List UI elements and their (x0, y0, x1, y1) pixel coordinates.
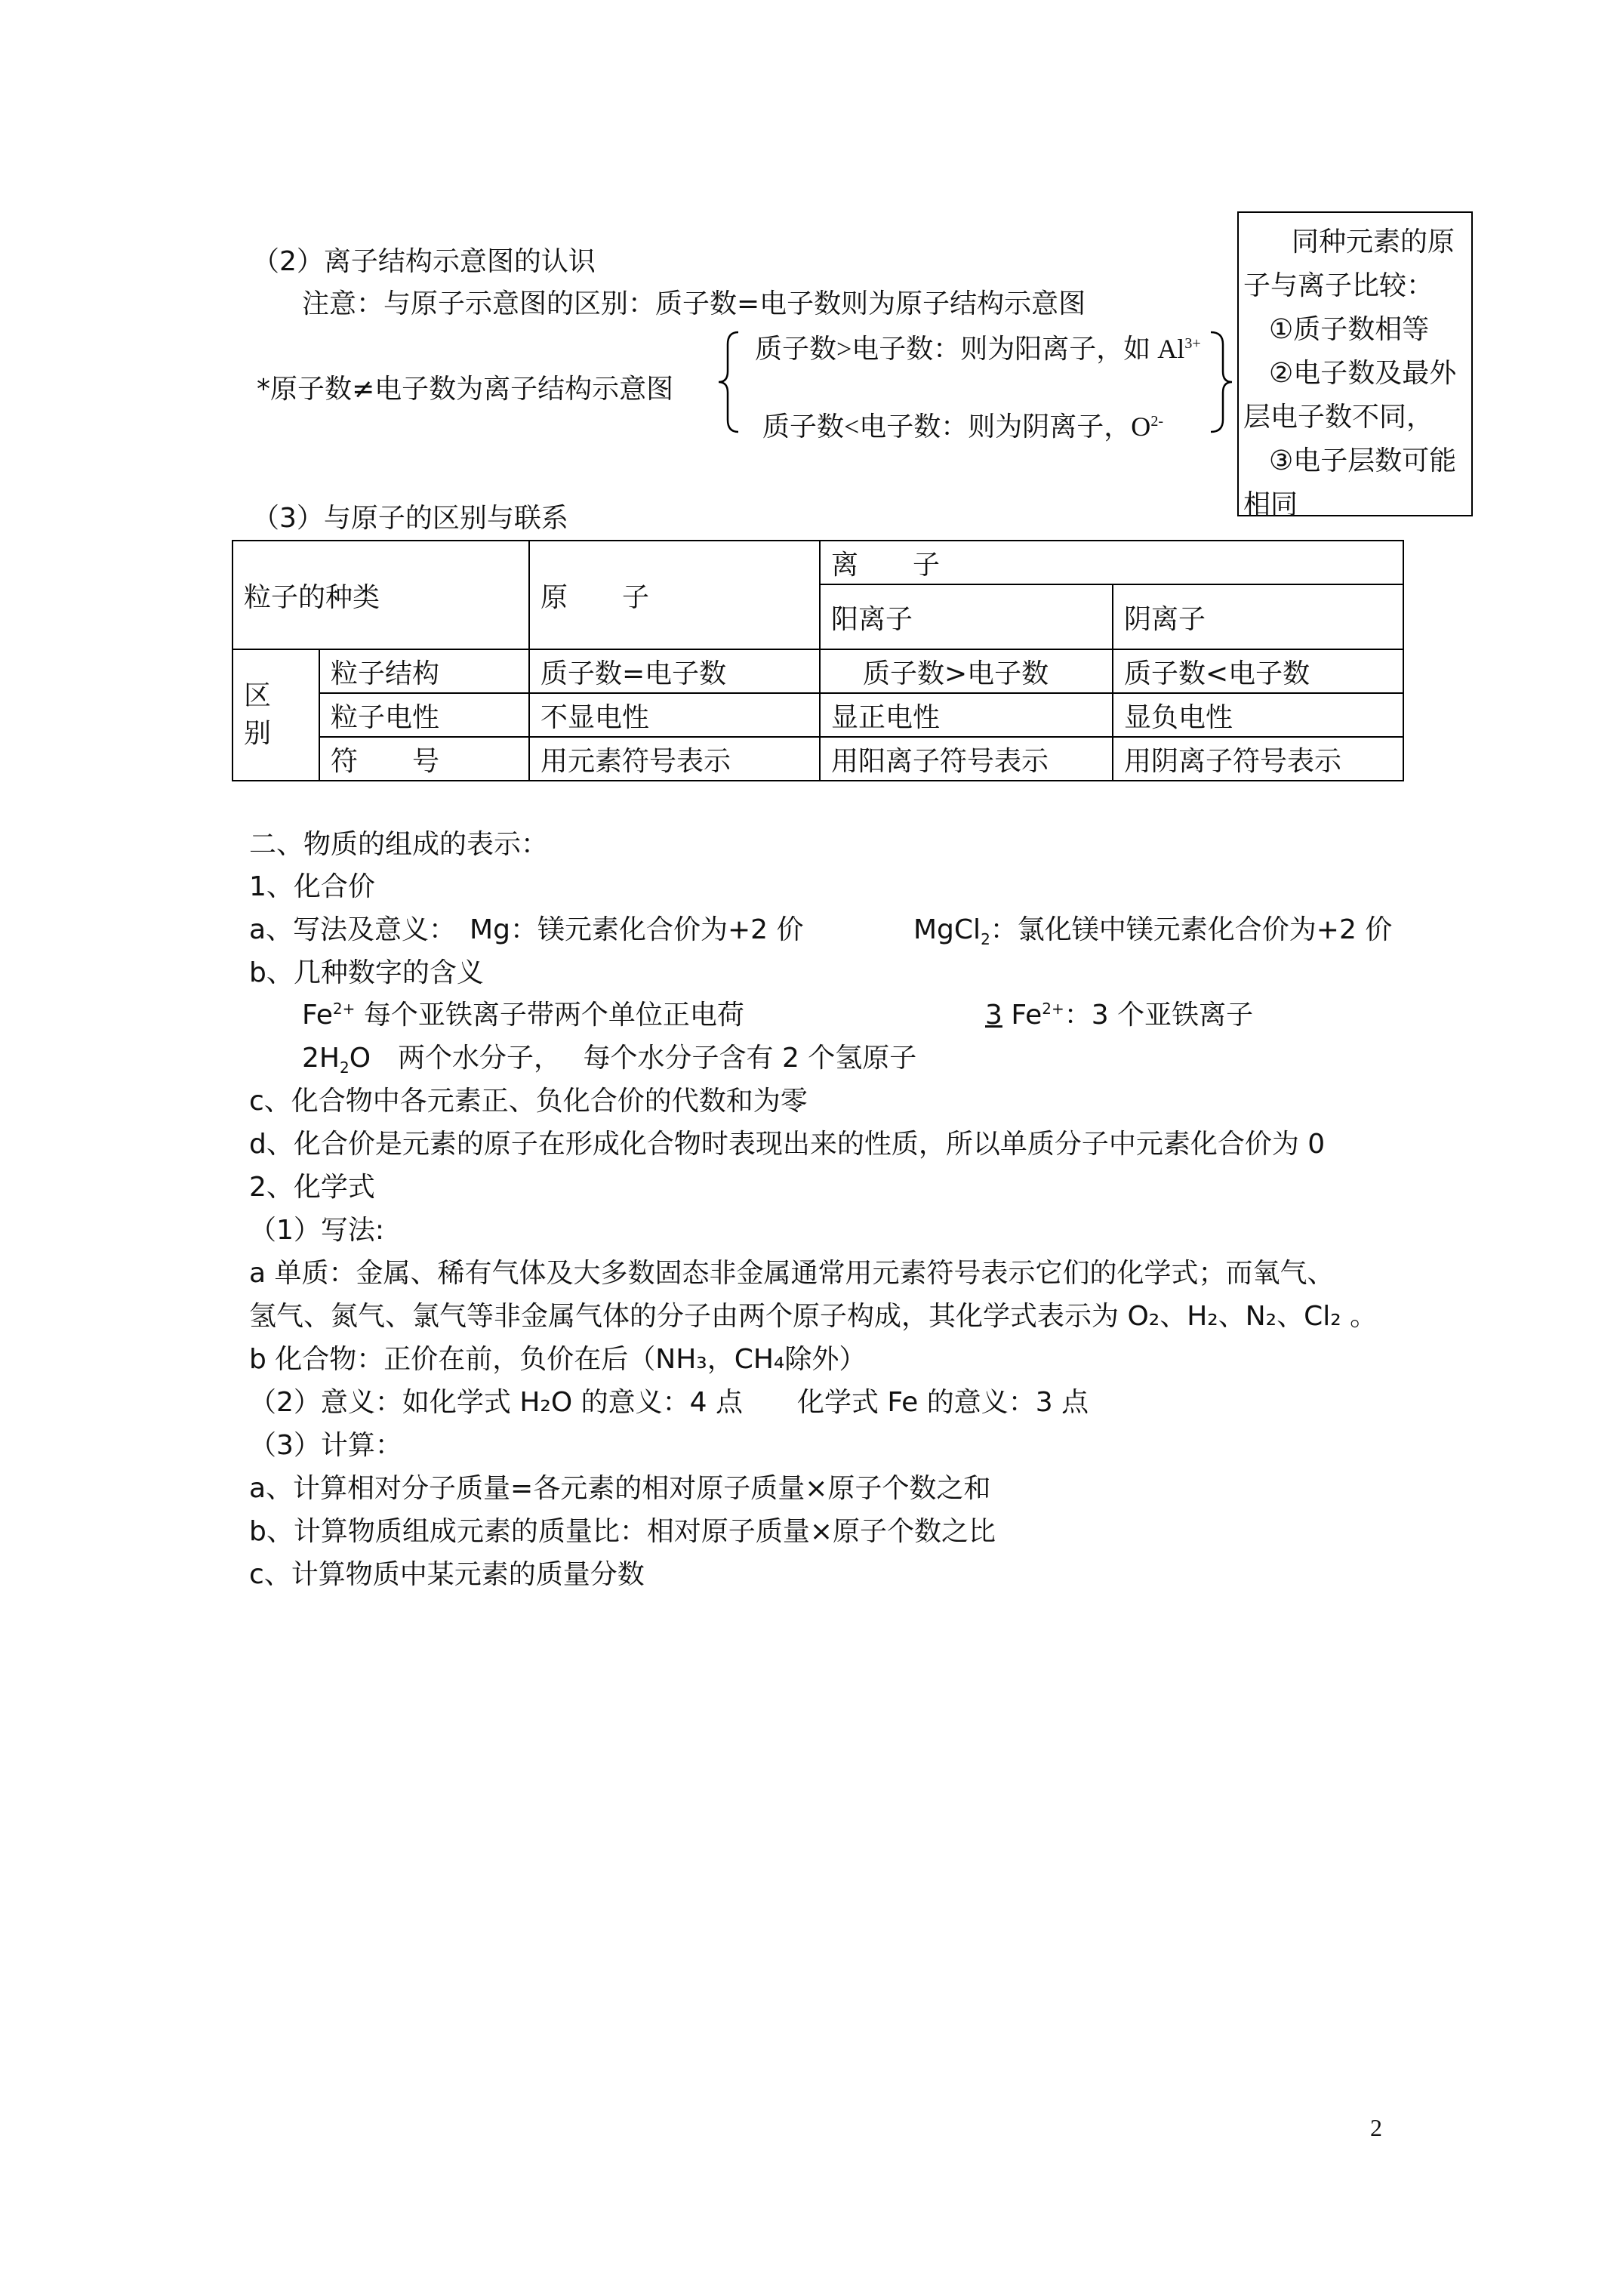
cell-anion: 用阴离子符号表示 (1113, 737, 1403, 781)
cell-cation: 显正电性 (820, 693, 1113, 737)
left-brace (716, 329, 743, 435)
meaning-line: （2）意义：如化学式 H₂O 的意义：4 点 化学式 Fe 的意义：3 点 (249, 1387, 1089, 1418)
note-line: 注意：与原子示意图的区别：质子数=电子数则为原子结构示意图 (302, 288, 1086, 319)
header-atom: 原 子 (529, 541, 820, 649)
side-box-line: 同种元素的原 (1292, 227, 1455, 257)
fe-ion-line: $Fe^{2+}$ 每个亚铁离子带两个单位正电荷 (302, 1000, 744, 1031)
calc-b-line: b、计算物质组成元素的质量比：相对原子质量×原子个数之比 (249, 1516, 996, 1547)
side-box-line: ③电子层数可能 (1269, 445, 1457, 476)
h2o-line: $2H_2O$ 两个水分子， 每个水分子含有 2 个氢原子 (302, 1043, 917, 1077)
side-box-line: ①质子数相等 (1269, 314, 1430, 345)
valence-c-line: c、化合物中各元素正、负化合价的代数和为零 (249, 1086, 808, 1117)
write-title: （1）写法: (249, 1215, 385, 1246)
cation-branch: 质子数>电子数：则为阳离子，如 $Al^{3+}$ (755, 334, 1201, 364)
comparison-box (1237, 211, 1473, 520)
cell-anion: 显负电性 (1113, 693, 1403, 737)
single-substance-line: a 单质：金属、稀有气体及大多数固态非金属通常用元素符号表示它们的化学式；而氧气、 (249, 1258, 1335, 1289)
cell-anion: 质子数<电子数 (1113, 649, 1403, 693)
star-line: *原子数≠电子数为离子结构示意图 (257, 374, 674, 405)
section-heading-compare: （3）与原子的区别与联系 (252, 503, 568, 534)
side-box-line: 层电子数不同， (1243, 402, 1434, 433)
comparison-table (232, 540, 1404, 781)
side-box-line: ②电子数及最外 (1269, 358, 1457, 389)
section-heading-ion-structure: （2）离子结构示意图的认识 (252, 246, 596, 277)
single-substance-line-2: 氢气、氮气、氯气等非金属气体的分子由两个原子构成，其化学式表示为 O₂、H₂、N₂、Cl₂ 。 (249, 1301, 1378, 1332)
row-label: 粒子电性 (319, 693, 529, 737)
valence-b-title: b、几种数字的含义 (249, 957, 484, 988)
side-box-line: 相同 (1243, 489, 1298, 520)
calc-a-line: a、计算相对分子质量=各元素的相对原子质量×原子个数之和 (249, 1473, 991, 1504)
side-box-line: 子与离子比较： (1243, 270, 1434, 301)
valence-a-mgcl2: MgCl$_2$：氯化镁中镁元素化合价为+2 价 (913, 914, 1393, 949)
compound-line: b 化合物：正价在前，负价在后（NH₃，CH₄除外） (249, 1344, 867, 1375)
valence-a-line: a、写法及意义： Mg：镁元素化合价为+2 价 (249, 914, 804, 945)
valence-d-line: d、化合价是元素的原子在形成化合物时表现出来的性质，所以单质分子中元素化合价为 0 (249, 1129, 1326, 1160)
cell-cation: 用阳离子符号表示 (820, 737, 1113, 781)
right-brace (1208, 329, 1235, 435)
calc-c-line: c、计算物质中某元素的质量分数 (249, 1559, 645, 1590)
fe3-ion-line: 3 $Fe^{2+}$：3 个亚铁离子 (985, 1000, 1254, 1031)
valence-title: 1、化合价 (249, 871, 375, 902)
header-cation: 阳离子 (820, 584, 1113, 649)
cell-atom: 用元素符号表示 (529, 737, 820, 781)
anion-branch: 质子数<电子数：则为阴离子，$O^{2-}$ (762, 411, 1163, 442)
page-number: 2 (1370, 2114, 1382, 2141)
part2-title: 二、物质的组成的表示： (249, 829, 549, 860)
group-label-difference: 区 别 (233, 649, 319, 781)
header-kind: 粒子的种类 (233, 541, 529, 649)
row-label: 符 号 (319, 737, 529, 781)
header-anion: 阴离子 (1113, 584, 1403, 649)
row-label: 粒子结构 (319, 649, 529, 693)
calc-title: （3）计算： (249, 1430, 402, 1461)
cell-atom: 不显电性 (529, 693, 820, 737)
header-ion: 离 子 (820, 541, 1403, 584)
formula-title: 2、化学式 (249, 1172, 375, 1203)
cell-cation: 质子数>电子数 (820, 649, 1113, 693)
cell-atom: 质子数=电子数 (529, 649, 820, 693)
